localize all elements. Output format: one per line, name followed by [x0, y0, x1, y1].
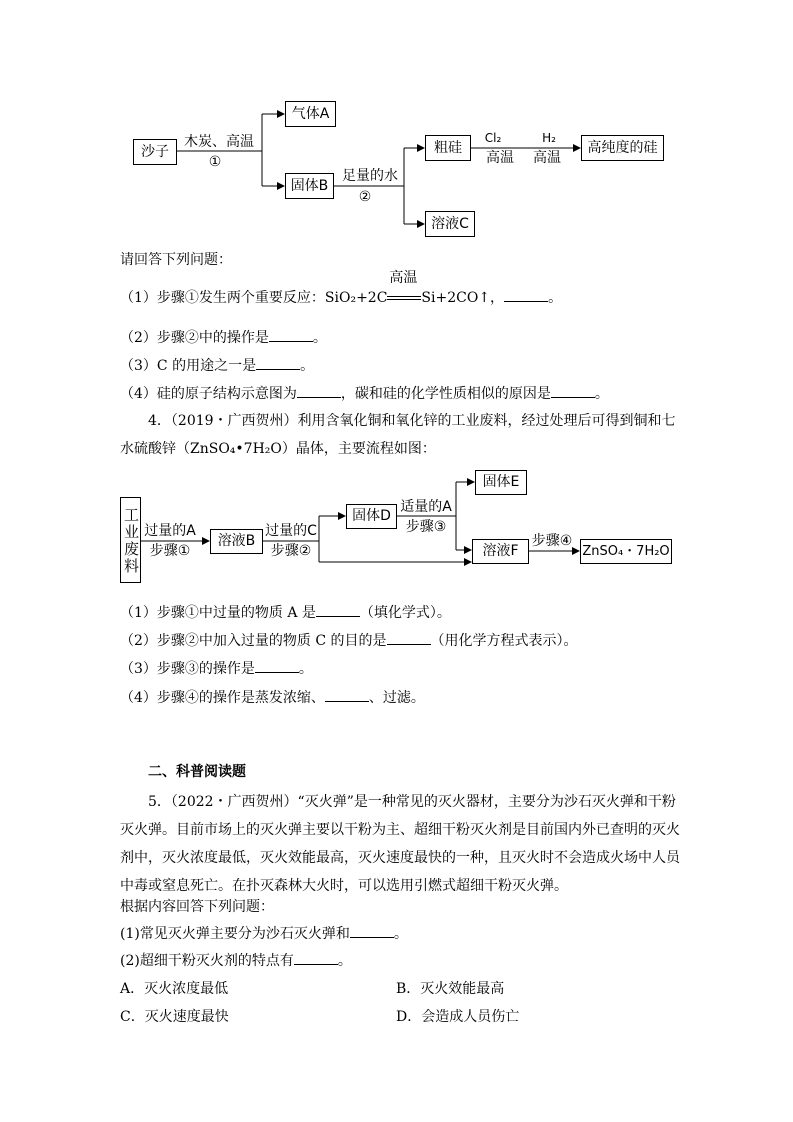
option-b[interactable]: B．灭火效能最高 [396, 981, 505, 997]
answer-blank[interactable] [350, 925, 394, 938]
answer-blank[interactable] [294, 952, 338, 965]
q4-a2-end: （用化学方程式表示）。 [430, 633, 578, 649]
answer-blank[interactable] [325, 689, 369, 702]
q3-line2-text: （2）步骤②中的操作是 [120, 330, 269, 346]
q5-para-line1: 5．（2022・广西贺州）“灭火弹”是一种常见的灭火器材，主要分为沙石灭火弹和干粉 [148, 794, 676, 810]
box-pure-si: 高纯度的硅 [581, 135, 664, 161]
q5-para-line3: 剂中，灭火浓度最低，灭火效能最高，灭火速度最快的一种，且灭火时不会造成火场中人员 [120, 850, 680, 866]
answer-blank[interactable] [387, 632, 431, 645]
label-s4-step: 步骤④ [531, 533, 573, 549]
q4-answer1 [120, 604, 451, 622]
box-industrial-waste: 工业废料 [120, 497, 141, 583]
q3-line4-text-b: ，碳和硅的化学性质相似的原因是 [340, 386, 551, 402]
q5-prompt: 根据内容回答下列问题： [120, 899, 274, 915]
q5-sub1 [120, 925, 408, 943]
option-a[interactable]: A．灭火浓度最低 [120, 981, 229, 997]
q4-a4-end: 、过滤。 [368, 690, 425, 706]
q5-para-line2: 灭火弹。目前市场上的灭火弹主要以干粉为主、超细干粉灭火剂是目前国内外已查明的灭火 [120, 822, 680, 838]
answer-blank[interactable] [316, 604, 360, 617]
q5-sub2-text: (2)超细干粉灭火剂的特点有 [120, 953, 294, 969]
box-solution-f: 溶液F [472, 539, 529, 564]
label-s2-reagent: 过量的C [265, 523, 317, 539]
q4-answer3 [120, 660, 313, 678]
q4-a2-text: （2）步骤②中加入过量的物质 C 的目的是 [120, 633, 387, 649]
q5-sub1-end: 。 [393, 926, 408, 942]
option-d[interactable]: D．会造成人员伤亡 [396, 1009, 520, 1025]
q3-line1-post: Si+2CO↑， [421, 290, 505, 306]
q4-stem-line1: 4．（2019・广西贺州）利用含氧化铜和氧化锌的工业废料，经过处理后可得到铜和七 [148, 413, 676, 429]
q4-a4-text: （4）步骤④的操作是蒸发浓缩、 [120, 690, 325, 706]
label-step1-number: ① [208, 154, 222, 170]
q4-stem-line2: 水硫酸锌（ZnSO₄•7H₂O）晶体，主要流程如图： [120, 441, 436, 457]
label-s1-reagent: 过量的A [144, 523, 196, 539]
q3-line4-text-a: （4）硅的原子结构示意图为 [120, 386, 297, 402]
box-solution-b: 溶液B [210, 529, 263, 554]
q5-sub1-text: (1)常见灭火弹主要分为沙石灭火弹和 [120, 926, 350, 942]
answer-blank[interactable] [255, 660, 299, 673]
box-solid-d: 固体D [346, 504, 397, 529]
box-crude-si: 粗硅 [425, 135, 471, 161]
q5-sub2 [120, 952, 352, 970]
box-product: ZnSO₄・7H₂O [580, 539, 672, 564]
label-h2-condition: 高温 [533, 150, 561, 166]
q4-a1-end: （填化学式）。 [359, 605, 451, 621]
box-gas-a: 气体A [285, 101, 336, 127]
label-s1-step: 步骤① [149, 543, 191, 559]
q3-line1-end: 。 [548, 290, 563, 306]
label-cl2-condition: 高温 [486, 150, 514, 166]
label-cl2: Cl₂ [484, 131, 502, 145]
label-s3-reagent: 适量的A [400, 499, 452, 515]
box-solid-b: 固体B [285, 173, 334, 199]
label-s2-step: 步骤② [270, 543, 312, 559]
label-step2-reagent: 足量的水 [342, 168, 398, 184]
q4-answer4 [120, 689, 425, 707]
q3-line3-end: 。 [300, 358, 315, 374]
q3-intro: 请回答下列问题： [120, 252, 232, 268]
q3-line1-pre: （1）步骤①发生两个重要反应：SiO₂+2C [120, 290, 388, 306]
q5-sub2-end: 。 [337, 953, 352, 969]
q4-a1-text: （1）步骤①中过量的物质 A 是 [120, 605, 316, 621]
label-h2: H₂ [542, 131, 556, 145]
section-title: 二、科普阅读题 [148, 764, 246, 780]
q5-para-line4: 中毒或窒息死亡。在扑灭森林大火时，可以选用引燃式超细干粉灭火弹。 [120, 878, 568, 894]
label-s3-step: 步骤③ [405, 519, 447, 535]
label-step2-number: ② [358, 189, 372, 205]
box-solution-c: 溶液C [425, 211, 475, 237]
reaction-condition-text: 高温 [389, 270, 418, 286]
q3-line2-end: 。 [312, 330, 327, 346]
box-sand: 沙子 [133, 139, 177, 165]
q4-answer2 [120, 632, 578, 650]
q4-a3-end: 。 [298, 661, 313, 677]
q3-line3-text: （3）C 的用途之一是 [120, 358, 257, 374]
q4-a3-text: （3）步骤③的操作是 [120, 661, 255, 677]
option-c[interactable]: C．灭火速度最快 [120, 1009, 229, 1025]
box-solid-e: 固体E [475, 470, 527, 495]
label-step1-reagent: 木炭、高温 [184, 134, 254, 150]
q3-line4-end: 。 [594, 386, 609, 402]
